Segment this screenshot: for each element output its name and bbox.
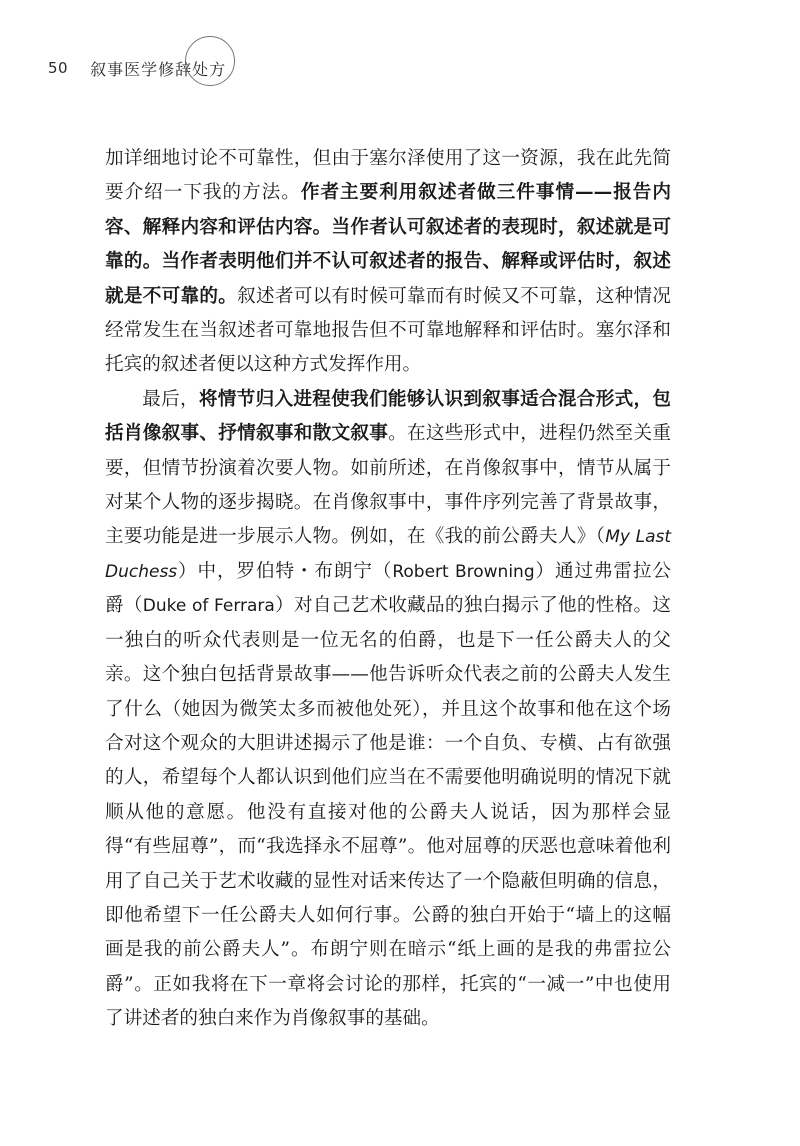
bold-text-segment: 作者主要利用叙述者做三件事情——报告内容、解释内容和评估内容。当作者认可叙述者的表现时，叙述就是可靠的。当作者表明他们并不认可叙述者的报告、解释或评估时，叙述就是不可靠的。 — [105, 182, 671, 307]
poem-title-italic: My Last Duchess — [105, 527, 672, 582]
latin-name: Robert Browning — [392, 561, 535, 582]
text-segment: 。在这些形式中，进程仍然至关重要，但情节扮演着次要人物。如前所述，在肖像叙事中，情节从属于对某个人物的逐步揭晓。在肖像叙事中，事件序列完善了背景故事，主要功能是进一步展示人物。例如，在《我的前公爵夫人》（ — [105, 423, 671, 548]
text-segment: 叙述者可以有时候可靠而有时候又不可靠，这种情况经常发生在当叙述者可靠地报告但不可靠地解释和评估时。塞尔泽和托宾的叙述者便以这种方式发挥作用。 — [105, 285, 671, 376]
text-segment: 最后， — [142, 388, 199, 410]
latin-name: Duke of Ferrara — [142, 596, 275, 617]
paragraph — [105, 142, 671, 383]
book-title: 叙事医学修辞处方 — [90, 59, 227, 79]
text-segment: 加详细地讨论不可靠性，但由于塞尔泽使用了这一资源，我在此先简要介绍一下我的方法。 — [105, 148, 671, 204]
paragraph — [105, 383, 671, 1037]
text-segment: ）对自己艺术收藏品的独白揭示了他的性格。这一独白的听众代表则是一位无名的伯爵，也是下一任公爵夫人的父亲。这个独白包括背景故事——他告诉听众代表之前的公爵夫人发生了什么（她因为微笑太多而被他处死），并且这个故事和他在这个场合对这个观众的大胆讲述揭示了他是谁：一个自负、专横、占有欲强的人，希望每个人都认识到他们应当在不需要他明确说明的情况下就顺从他的意愿。他没有直接对他的公爵夫人说话，因为那样会显得“有些屈尊”，而“我选择永不屈尊”。他对屈尊的厌恶也意味着他利用了自己关于艺术收藏的显性对话来传达了一个隐蔽但明确的信息，即他希望下一任公爵夫人如何行事。公爵的独白开始于“墙上的这幅画是我的前公爵夫人”。布朗宁则在暗示“纸上画的是我的弗雷拉公爵”。正如我将在下一章将会讨论的那样，托宾的“一减一”中也使用了讲述者的独白来作为肖像叙事的基础。 — [105, 595, 671, 1030]
text-segment: ）通过弗雷拉公爵（ — [105, 560, 671, 617]
text-segment: ）中，罗伯特・布朗宁（ — [177, 560, 393, 582]
bold-text-segment: 将情节归入进程使我们能够认识到叙事适合混合形式，包括肖像叙事、抒情叙事和散文叙事 — [105, 388, 671, 445]
page-number: 50 — [48, 59, 69, 77]
body-text — [105, 142, 671, 1037]
